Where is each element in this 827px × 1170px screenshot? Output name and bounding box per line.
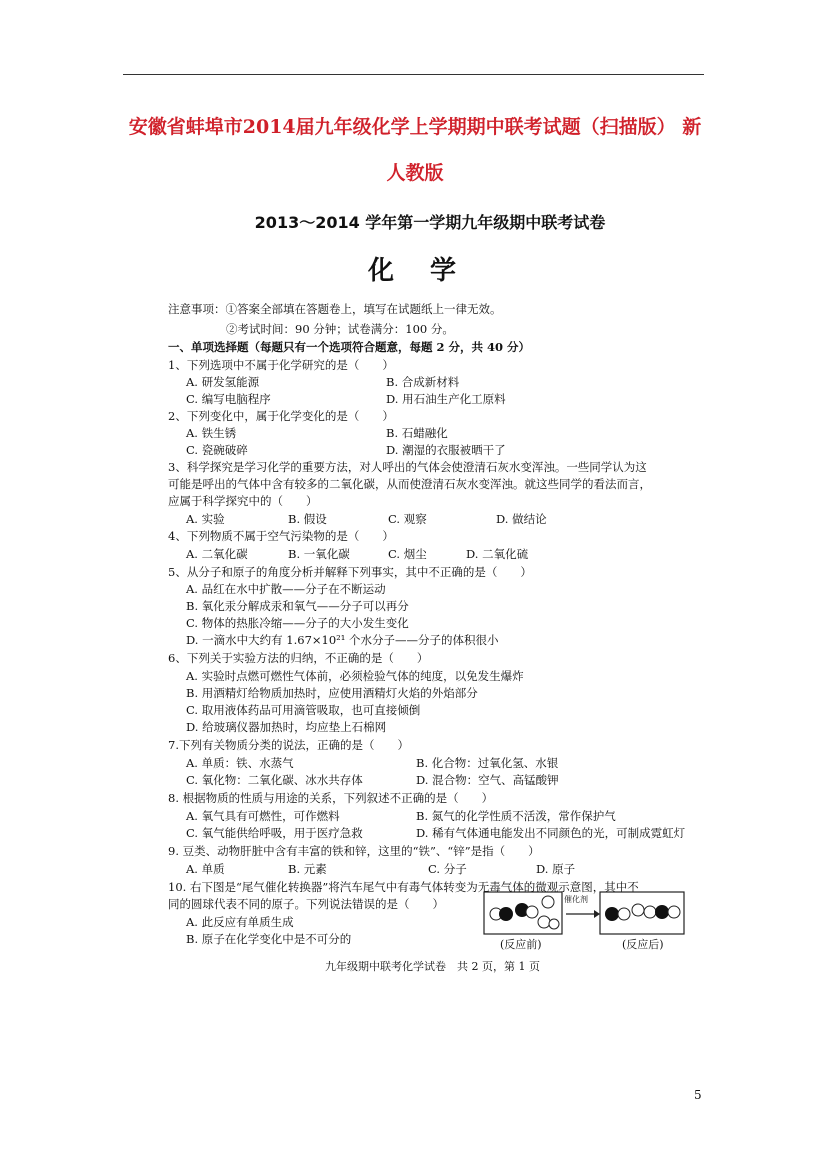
question-line: A. 二氧化碳 (186, 547, 248, 561)
question-line: 6、下列关于实验方法的归纳，不正确的是（ ） (168, 651, 429, 665)
page-number: 5 (694, 1088, 702, 1102)
question-line: C. 取用液体药品可用滴管吸取，也可直接倾倒 (186, 703, 421, 717)
notice-line-2: ②考试时间：90 分钟；试卷满分：100 分。 (226, 322, 454, 336)
question-line: 9. 豆类、动物肝脏中含有丰富的铁和锌，这里的“铁”、“锌”是指（ ） (168, 844, 540, 858)
atom-black (605, 907, 619, 921)
question-line: 7.下列有关物质分类的说法，正确的是（ ） (168, 738, 409, 752)
subject-title: 化学 (367, 256, 492, 286)
question-line: A. 单质 (186, 862, 225, 876)
question-line: B. 氧化汞分解成汞和氧气——分子可以再分 (186, 599, 409, 613)
question-line: C. 物体的热胀冷缩——分子的大小发生变化 (186, 616, 409, 630)
question-line: C. 氧化物：二氧化碳、冰水共存体 (186, 773, 363, 787)
question-line: B. 合成新材料 (386, 375, 460, 389)
atom-white (538, 916, 550, 928)
question-line: A. 此反应有单质生成 (186, 915, 294, 929)
question-line: A. 实验 (186, 512, 225, 526)
question-line: 2、下列变化中，属于化学变化的是（ ） (168, 409, 394, 423)
exam-title: 2013～2014 学年第一学期九年级期中联考试卷 (254, 213, 606, 232)
catalyst-label: 催化剂 (564, 895, 588, 904)
question-line: 8. 根据物质的性质与用途的关系，下列叙述不正确的是（ ） (168, 791, 494, 805)
question-line: A. 氧气具有可燃性，可作燃料 (186, 809, 340, 823)
question-line: D. 用石油生产化工原料 (386, 392, 506, 406)
atom-white (644, 906, 656, 918)
question-line: D. 原子 (536, 862, 576, 876)
question-line: D. 一滴水中大约有 1.67×10²¹ 个水分子——分子的体积很小 (186, 633, 499, 647)
question-line: D. 做结论 (496, 512, 547, 526)
question-line: D. 潮湿的衣服被晒干了 (386, 443, 506, 457)
document-title-line1: 安徽省蚌埠市2014届九年级化学上学期期中联考试题（扫描版） 新 (128, 116, 702, 138)
question-line: D. 二氧化硫 (466, 547, 529, 561)
atom-black (499, 907, 513, 921)
section-heading: 一、单项选择题（每题只有一个选项符合题意，每题 2 分，共 40 分） (168, 340, 531, 354)
question-line: B. 氮气的化学性质不活泼，常作保护气 (416, 809, 616, 823)
atom-white (668, 906, 680, 918)
atom-white (526, 906, 538, 918)
top-rule (123, 74, 704, 75)
document-title (110, 104, 720, 196)
arrow-head (594, 910, 600, 918)
question-line: A. 单质：铁、水蒸气 (186, 756, 294, 770)
after-label: (反应后) (622, 938, 664, 951)
question-line: 3、科学探究是学习化学的重要方法，对人呼出的气体会使澄清石灰水变浑浊。一些同学认为这 (168, 460, 647, 474)
question-line: A. 铁生锈 (186, 426, 237, 440)
atom-white (632, 904, 644, 916)
question-line: 4、下列物质不属于空气污染物的是（ ） (168, 529, 394, 543)
question-line: B. 一氧化碳 (288, 547, 350, 561)
document-title-line2: 人教版 (386, 162, 444, 184)
question-line: C. 编写电脑程序 (186, 392, 271, 406)
question-line: 10. 右下图是“尾气催化转换器”将汽车尾气中有毒气体转变为无毒气体的微观示意图，其中不 (168, 880, 639, 894)
question-line: C. 氧气能供给呼吸，用于医疗急救 (186, 826, 363, 840)
question-line: C. 烟尘 (388, 547, 427, 561)
question-line: D. 混合物：空气、高锰酸钾 (416, 773, 559, 787)
scanned-exam-page (160, 198, 686, 973)
question-line: B. 石蜡融化 (386, 426, 448, 440)
before-label: (反应前) (500, 938, 542, 951)
question-line: 1、下列选项中不属于化学研究的是（ ） (168, 358, 394, 372)
question-line: A. 品红在水中扩散——分子在不断运动 (186, 582, 386, 596)
atom-white (549, 919, 559, 929)
atom-white (542, 896, 554, 908)
reaction-diagram (482, 890, 687, 950)
question-line: C. 观察 (388, 512, 427, 526)
question-line: 5、从分子和原子的角度分析并解释下列事实，其中不正确的是（ ） (168, 565, 532, 579)
exam-footer: 九年级期中联考化学试卷 共 2 页，第 1 页 (325, 960, 540, 973)
question-line: D. 给玻璃仪器加热时，均应垫上石棉网 (186, 720, 387, 734)
question-line: B. 原子在化学变化中是不可分的 (186, 932, 352, 946)
question-line: 同的圆球代表不同的原子。下列说法错误的是（ ） (168, 897, 444, 911)
notice-line-1: 注意事项：①答案全部填在答题卷上，填写在试题纸上一律无效。 (168, 302, 502, 316)
question-line: B. 假设 (288, 512, 327, 526)
question-line: D. 稀有气体通电能发出不同颜色的光，可制成霓虹灯 (416, 826, 686, 840)
question-line: 可能是呼出的气体中含有较多的二氧化碳，从而使澄清石灰水变浑浊。就这些同学的看法而言， (168, 477, 651, 491)
atom-white (618, 908, 630, 920)
question-line: C. 瓷碗破碎 (186, 443, 248, 457)
question-line: A. 研发氢能源 (186, 375, 260, 389)
question-line: B. 用酒精灯给物质加热时，应使用酒精灯火焰的外焰部分 (186, 686, 478, 700)
question-line: B. 化合物：过氧化氢、水银 (416, 756, 559, 770)
question-line: C. 分子 (428, 862, 467, 876)
question-line: A. 实验时点燃可燃性气体前，必须检验气体的纯度，以免发生爆炸 (186, 669, 524, 683)
question-line: 应属于科学探究中的（ ） (168, 494, 318, 508)
question-line: B. 元素 (288, 862, 327, 876)
atom-black (655, 905, 669, 919)
